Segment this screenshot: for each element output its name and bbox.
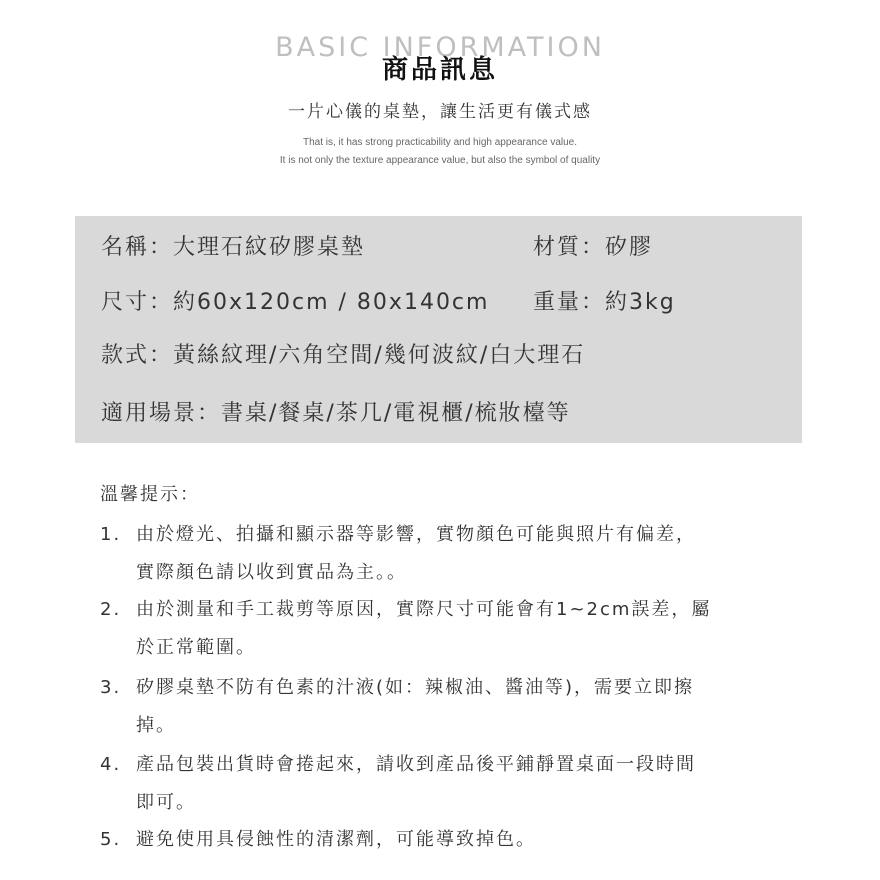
notes-heading: 溫馨提示：: [100, 484, 200, 505]
note-number: 2.: [100, 599, 122, 620]
product-styles: 款式：黃絲紋理/六角空間/幾何波紋/白大理石: [101, 343, 586, 368]
note-text-continued: 於正常範圍。: [136, 637, 256, 658]
product-size: 尺寸：約60x120cm / 80x140cm: [101, 290, 490, 315]
note-number: 5.: [100, 829, 122, 850]
background-title: BASIC INFORMATION: [275, 32, 605, 63]
english-tagline-1: That is, it has strong practicability and high appearance value.: [302, 137, 578, 148]
product-info-box: [75, 216, 802, 443]
note-number: 4.: [100, 754, 122, 775]
subtitle: 一片心儀的桌墊，讓生活更有儀式感: [288, 102, 592, 122]
page-title: 商品訊息: [381, 55, 498, 85]
note-number: 1.: [100, 524, 122, 545]
note-text: 由於燈光、拍攝和顯示器等影響，實物顏色可能與照片有偏差，: [136, 524, 696, 545]
note-text: 避免使用具侵蝕性的清潔劑，可能導致掉色。: [136, 829, 536, 850]
product-weight: 重量：約3kg: [533, 290, 676, 315]
note-text: 產品包裝出貨時會捲起來，請收到產品後平鋪靜置桌面一段時間: [136, 754, 696, 775]
product-material: 材質：矽膠: [533, 235, 654, 260]
product-name: 名稱：大理石紋矽膠桌墊: [101, 235, 366, 260]
note-text-continued: 實際顏色請以收到實品為主。。: [136, 562, 407, 583]
note-number: 3.: [100, 677, 122, 698]
note-text-continued: 即可。: [136, 792, 196, 813]
product-scenes: 適用場景：書桌/餐桌/茶几/電視櫃/梳妝檯等: [101, 401, 571, 426]
note-text: 由於測量和手工裁剪等原因，實際尺寸可能會有1~2cm誤差，屬: [136, 599, 712, 620]
note-text: 矽膠桌墊不防有色素的汁液(如：辣椒油、醬油等)，需要立即擦: [136, 677, 695, 698]
note-text-continued: 掉。: [136, 715, 176, 736]
header-section: [0, 28, 880, 178]
english-tagline-2: It is not only the texture appearance value, but also the symbol of quality: [279, 155, 601, 166]
